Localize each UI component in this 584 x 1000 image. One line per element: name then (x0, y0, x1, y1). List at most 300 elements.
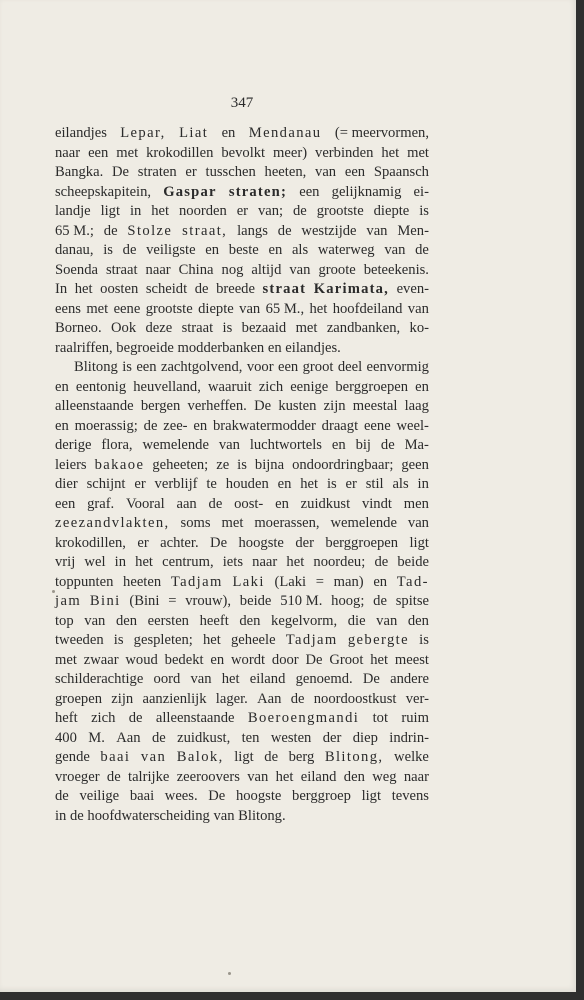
word: heeten (123, 573, 162, 590)
word: oosten (100, 281, 139, 297)
word: De (210, 534, 228, 551)
word: ze (216, 456, 230, 473)
text-line (55, 709, 429, 729)
word: bergen (140, 398, 181, 414)
word: woud (125, 651, 158, 668)
word: = (168, 593, 177, 609)
word: het (221, 671, 240, 687)
word: heuvelland, (133, 378, 201, 395)
emphasized-word: Lepar, (120, 125, 166, 141)
word: bedekt (164, 651, 204, 668)
word: meest (394, 651, 429, 668)
word: luchtwortels (249, 437, 322, 453)
word: altijd (251, 261, 282, 278)
emphasized-word: Tadjam (170, 573, 223, 590)
emphasized-word: straten; (228, 183, 288, 200)
word: van; (257, 203, 284, 219)
word: eens (55, 300, 81, 317)
emphasized-word: Liat (179, 125, 209, 141)
text-line (55, 436, 429, 456)
word: krokodillen (146, 144, 214, 161)
word: door (271, 651, 299, 668)
text-line (55, 807, 429, 827)
word: het (203, 632, 221, 648)
word: noordeu; (313, 554, 366, 570)
word: (= meervormen, (334, 125, 429, 141)
word: Men- (397, 222, 429, 239)
word: verbinden (315, 144, 374, 161)
word: van (239, 300, 261, 317)
emphasized-word: Blitong, (324, 749, 384, 765)
emphasized-word: van (140, 749, 167, 765)
word: zich (258, 378, 284, 395)
word: even- (396, 281, 429, 297)
word: de (122, 242, 137, 258)
word: van (366, 222, 388, 239)
word: een (136, 359, 157, 375)
word: wel (84, 554, 106, 570)
word: diepte (198, 300, 234, 317)
word: leiers (55, 456, 87, 473)
word: de (373, 593, 387, 609)
word: der (322, 729, 342, 746)
word: straten (137, 164, 177, 180)
word: berg (288, 749, 315, 765)
text-line (55, 495, 429, 515)
word: (Laki (274, 573, 307, 590)
text-line (55, 631, 429, 651)
word: Aan (116, 729, 141, 746)
text-line (55, 222, 429, 242)
text-line (55, 748, 429, 768)
word: weel- (396, 417, 429, 434)
word: zee- (163, 417, 188, 434)
word: ten (241, 729, 260, 746)
word: den (343, 768, 365, 785)
text-line (55, 183, 429, 203)
paper-speck (52, 590, 55, 593)
word: en (55, 417, 69, 434)
text-line (55, 339, 429, 359)
word: gespleten; (133, 632, 193, 648)
word: als (291, 242, 309, 258)
word: een (277, 359, 299, 375)
word: het (151, 203, 170, 219)
text-line (55, 729, 429, 749)
word: een (299, 183, 320, 200)
word: moerassig; (74, 417, 138, 434)
word: is (122, 359, 132, 375)
word: moerassen, (254, 515, 320, 531)
word: berggroepen (325, 534, 399, 551)
word: 65 M.; (55, 222, 94, 239)
text-line (55, 261, 429, 281)
word: laag (404, 398, 429, 414)
word: en (268, 242, 283, 258)
paper-speck (228, 972, 231, 975)
word: van (407, 300, 429, 317)
word: ondoordringbaar; (292, 456, 394, 473)
word: houden (225, 476, 269, 492)
text-line (55, 787, 429, 807)
word: flora, (101, 437, 133, 453)
word: die (347, 612, 366, 629)
word: in (114, 554, 126, 570)
emphasized-word: straat (262, 281, 307, 297)
word: breede (216, 281, 255, 297)
word: zijn (111, 690, 134, 707)
emphasized-word: Tadjam (285, 632, 338, 648)
word: van (376, 612, 398, 629)
word: groot (302, 359, 334, 375)
emphasized-word: Balok, (176, 749, 224, 765)
word: Aan (257, 690, 282, 707)
text-line (55, 397, 429, 417)
word: top (55, 612, 74, 629)
word: kegelvorm, (271, 612, 338, 629)
word: de (374, 554, 389, 570)
word: 510 M. (280, 593, 323, 609)
word: voor (246, 359, 274, 375)
word: landje (55, 203, 91, 219)
word: scheepskapitein, (55, 183, 152, 200)
emphasized-word: Stolze (127, 222, 173, 239)
word: ko- (409, 320, 429, 336)
word: andere (390, 671, 429, 687)
word: eiland (300, 768, 337, 785)
word: met (407, 144, 429, 161)
word: achter. (160, 534, 199, 551)
word: tusschen (205, 164, 256, 180)
word: graf. (87, 495, 115, 512)
word: en (331, 437, 346, 453)
word: noorden (178, 203, 227, 219)
word: zijn (323, 398, 346, 414)
word: beste (228, 242, 259, 258)
word: westzijde (301, 222, 357, 239)
emphasized-word: baai (100, 749, 131, 765)
word: en (221, 125, 236, 141)
word: een (344, 164, 366, 180)
word: het (370, 651, 389, 668)
word: zandbanken, (326, 320, 401, 336)
word: de (293, 203, 307, 219)
text-line (55, 612, 429, 632)
text-line (55, 651, 429, 671)
word: den (239, 612, 261, 629)
word: en (205, 242, 220, 258)
word: ligt (234, 749, 254, 765)
word: en (277, 476, 292, 492)
word: van (190, 671, 212, 687)
word: naar (252, 554, 278, 570)
word: waaruit (207, 378, 252, 395)
word: Bangka. (55, 164, 104, 180)
word: zich (91, 710, 116, 726)
word: vrij (55, 554, 76, 570)
word: noordoostkust (313, 690, 397, 707)
word: zachtgolvend, (160, 359, 243, 375)
word: is (326, 476, 337, 492)
emphasized-word: bakaoe (94, 456, 145, 473)
word: De (208, 788, 226, 804)
emphasized-word: straat, (182, 222, 228, 239)
word: van (84, 612, 106, 629)
emphasized-word: Karimata, (313, 281, 389, 297)
word: het (381, 144, 400, 161)
word: te (206, 476, 217, 492)
word: Blitong (74, 359, 118, 375)
word: aan (176, 495, 197, 512)
word: de (290, 690, 305, 707)
word: eilandjes (55, 125, 107, 141)
text-line (55, 319, 429, 339)
word: groote (318, 261, 356, 278)
word: eersten (147, 612, 189, 629)
word: is (113, 632, 124, 648)
word: In (55, 281, 68, 297)
word: van (247, 768, 269, 785)
word: en (193, 417, 208, 434)
word: iets (222, 554, 244, 570)
word: beteekenis. (363, 261, 429, 278)
word: den (115, 612, 138, 629)
word: en (373, 573, 388, 590)
word: China (178, 261, 214, 278)
word: straat (105, 261, 138, 278)
word: berggroep (292, 788, 351, 804)
word: ligt (361, 788, 382, 804)
text-line (55, 534, 429, 554)
word: eiland (249, 671, 286, 687)
word: een (88, 144, 109, 161)
word: beide (397, 554, 429, 570)
word: waterweg (317, 242, 375, 258)
word: wordt (231, 651, 266, 668)
word: met (221, 515, 244, 531)
word: de (277, 222, 292, 239)
word: veiligste (146, 242, 196, 258)
word: meer) (273, 144, 308, 161)
word: den (407, 612, 429, 629)
word: Vooral (126, 495, 165, 512)
word: 65 M., (265, 300, 305, 317)
word: naar (403, 768, 429, 785)
word: de (208, 495, 223, 512)
word: het (309, 300, 328, 317)
word: met (55, 651, 77, 668)
word: brakwatermodder (212, 417, 316, 434)
word: baai (129, 788, 155, 804)
word: met (86, 300, 109, 317)
word: westen (270, 729, 312, 746)
word: diepte (373, 203, 410, 219)
word: (Bini (129, 593, 160, 609)
word: naar (145, 261, 171, 278)
word: eenvormig (366, 359, 429, 375)
word: oost- (234, 495, 264, 512)
word: geheeten; (152, 456, 209, 473)
word: is (419, 203, 429, 219)
emphasized-word: Tad- (396, 573, 429, 590)
word: draagt (321, 417, 359, 434)
word: en (275, 495, 289, 512)
word: Soenda (55, 261, 98, 278)
word: zuidkust, (177, 729, 231, 746)
text-line (55, 124, 429, 144)
word: als (392, 476, 409, 492)
word: hoogste (238, 534, 284, 551)
word: man) (333, 573, 364, 590)
word: het (275, 768, 294, 785)
word: de (106, 768, 121, 785)
text-line (55, 202, 429, 222)
word: langs (237, 222, 268, 239)
text-line (55, 690, 429, 710)
word: vindt (361, 495, 392, 512)
word: ver- (405, 690, 429, 707)
word: diep (352, 729, 378, 746)
word: wemelende (142, 437, 209, 453)
word: is (419, 632, 429, 648)
word: soms (180, 515, 211, 531)
text-line (55, 514, 429, 534)
word: indrin- (389, 729, 429, 746)
text-line (55, 300, 429, 320)
word: lager. (215, 690, 248, 707)
word: krokodillen, (55, 534, 126, 551)
word: zeeroovers (176, 768, 240, 785)
word: alleenstaande (155, 710, 235, 726)
word: wemelende (330, 515, 397, 531)
emphasized-word: Laki (232, 573, 265, 590)
word: van (218, 437, 240, 453)
word: geheele (231, 632, 276, 648)
word: De (254, 398, 272, 414)
word: tevens (391, 788, 429, 804)
word: hoofdeiland (332, 300, 403, 317)
text-line (55, 417, 429, 437)
word: = (315, 573, 324, 590)
word: er (236, 203, 249, 219)
word: de (55, 788, 69, 804)
text-line (55, 553, 429, 573)
word: welke (394, 749, 429, 765)
word: eene (363, 417, 391, 434)
word: zwaar (83, 651, 119, 668)
word: nog (221, 261, 244, 278)
text-line (55, 280, 429, 300)
word: hoog; (331, 593, 365, 609)
word: er (134, 476, 146, 492)
word: Ma- (404, 437, 429, 453)
word: beide (239, 593, 272, 609)
emphasized-word: Bini (89, 593, 121, 609)
word: scheidt (145, 281, 188, 297)
word: is (237, 456, 247, 473)
word: straat (181, 320, 214, 336)
word: weg (372, 768, 397, 785)
word: danau, (55, 242, 94, 258)
word: eentonig (75, 378, 127, 395)
word: bevolkt (221, 144, 266, 161)
word: de (143, 417, 158, 434)
text-line (55, 475, 429, 495)
word: groepen (55, 690, 103, 707)
word: ligt (100, 203, 121, 219)
word: tweeden (55, 632, 104, 648)
word: ruim (401, 710, 429, 726)
word: grootste (316, 203, 364, 219)
word: en (415, 378, 429, 395)
word: het (300, 476, 319, 492)
word: deel (337, 359, 363, 375)
text-line (55, 144, 429, 164)
text-line (55, 241, 429, 261)
text-line (55, 670, 429, 690)
word: meestal (352, 398, 398, 414)
word: De (362, 671, 380, 687)
word: dier (55, 476, 78, 492)
emphasized-word: Mendanau (248, 125, 322, 141)
word: schijnt (86, 476, 126, 492)
word: heeft (199, 612, 229, 629)
word: Borneo. (55, 320, 102, 336)
word: schilderachtige (55, 671, 144, 687)
word: stil (365, 476, 384, 492)
word: deze (145, 320, 173, 336)
word: in de hoofdwaterscheiding van Blitong. (55, 807, 286, 824)
word: met (116, 144, 139, 161)
word: berggroepen (335, 378, 409, 395)
word: naar (55, 144, 81, 161)
word: heft (55, 710, 78, 726)
text-line (55, 573, 429, 593)
word: vrouw), (185, 593, 232, 609)
scan-border-bottom (0, 992, 584, 1000)
word: derige (55, 437, 92, 453)
word: kusten (278, 398, 317, 414)
word: spitse (395, 593, 429, 609)
word: Spaansch (373, 164, 429, 180)
word: de (103, 222, 118, 239)
word: aanzienlijk (142, 690, 207, 707)
word: eene (113, 300, 141, 317)
scan-border-right (576, 0, 584, 1000)
word: de (194, 281, 209, 297)
word: het (74, 281, 93, 297)
word: in (129, 203, 142, 219)
emphasized-word: jam (55, 593, 82, 609)
word: Groot (329, 651, 364, 668)
word: de (415, 242, 429, 258)
word: er (137, 534, 149, 551)
word: van (315, 164, 337, 180)
text-line (55, 163, 429, 183)
word: Ook (110, 320, 137, 336)
word: ei- (413, 183, 429, 200)
word: tot (372, 710, 389, 726)
page-number: 347 (230, 95, 254, 111)
word: men (403, 495, 429, 512)
word: bezaaid (241, 320, 287, 336)
text-line (55, 768, 429, 788)
word: veilige (79, 788, 120, 804)
word: de (380, 437, 395, 453)
emphasized-word: Gaspar (163, 183, 217, 200)
emphasized-word: Boeroengmandi (247, 710, 360, 726)
word: grootste (145, 300, 193, 317)
